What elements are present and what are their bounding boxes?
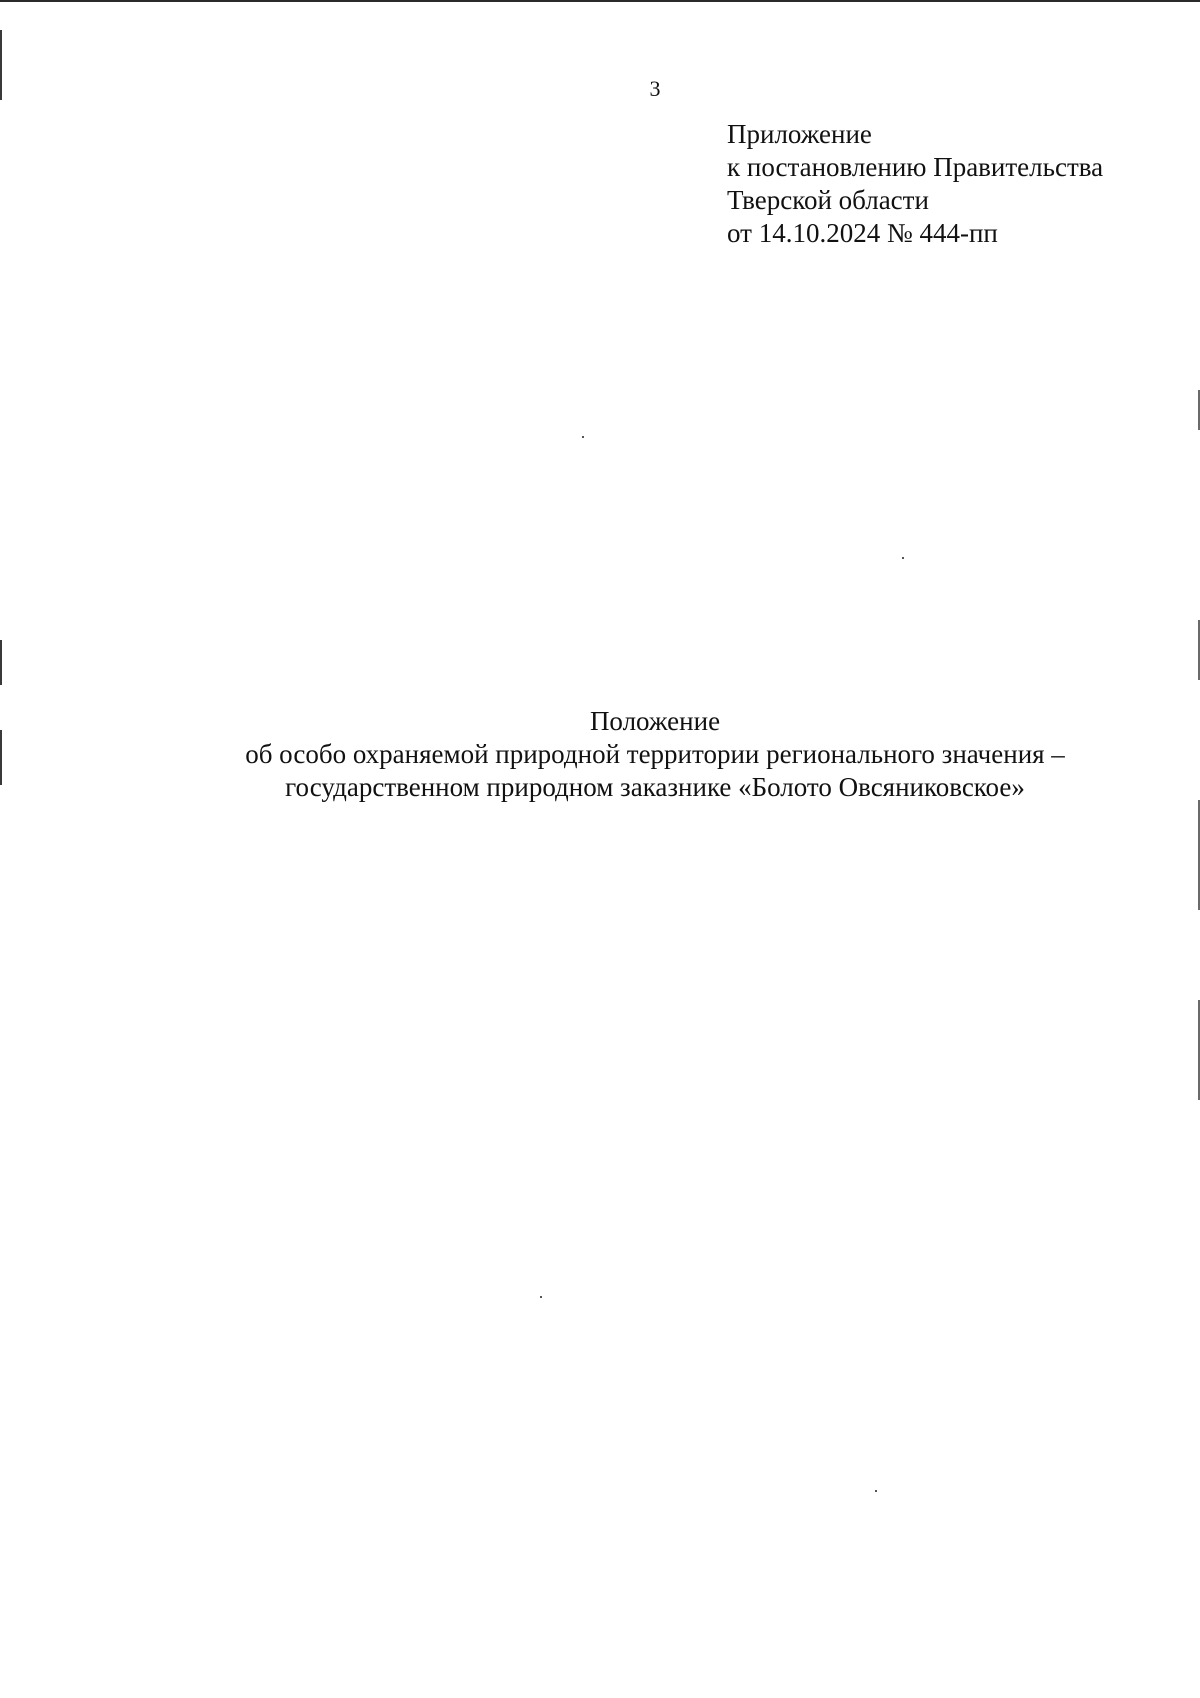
scan-speck xyxy=(540,1296,542,1298)
scan-border-top xyxy=(0,0,1200,2)
document-heading xyxy=(0,705,1200,804)
appendix-reference: к постановлению Правительства xyxy=(727,152,1104,182)
appendix-region: Тверской области xyxy=(727,185,929,215)
document-subtitle-line-1: об особо охраняемой природной территории регионального значения – xyxy=(245,739,1065,769)
scan-speck xyxy=(582,436,584,438)
appendix-label: Приложение xyxy=(727,119,872,149)
appendix-block xyxy=(727,118,1103,250)
page-number: 3 xyxy=(649,76,661,101)
scan-speck xyxy=(902,557,904,559)
document-title: Положение xyxy=(589,706,721,736)
scan-artifact xyxy=(0,30,2,100)
appendix-date-number: от 14.10.2024 № 444-пп xyxy=(727,218,998,248)
scan-artifact xyxy=(0,640,2,685)
scan-speck xyxy=(875,1490,877,1492)
document-subtitle-line-2: государственном природном заказнике «Болото Овсяниковское» xyxy=(285,772,1025,802)
